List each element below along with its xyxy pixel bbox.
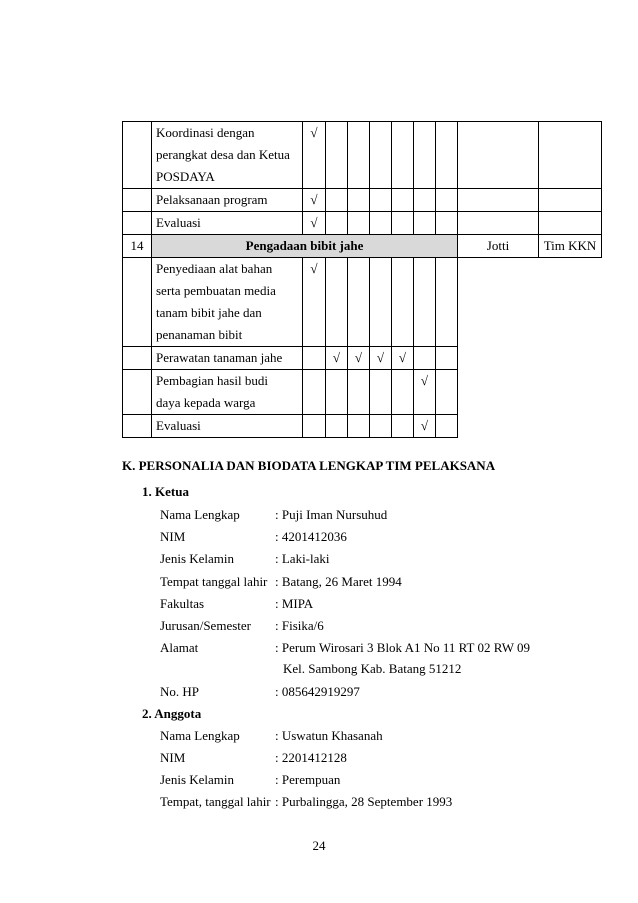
biodata-value: : Uswatun Khasanah [275, 728, 383, 743]
check-mark [303, 415, 326, 438]
biodata-label: Tempat tanggal lahir [160, 574, 268, 589]
activity-line: Evaluasi [156, 418, 201, 433]
biodata-row [160, 684, 360, 700]
anggota-heading: 2. Anggota [142, 706, 202, 721]
check-mark [348, 189, 370, 212]
check-mark [326, 370, 348, 415]
table-row [123, 258, 602, 347]
check-mark [370, 258, 392, 347]
activity-title: Pengadaan bibit jahe [152, 235, 458, 258]
biodata-value: : Purbalingga, 28 September 1993 [275, 794, 453, 809]
table-row [123, 370, 602, 415]
check-mark [436, 122, 458, 189]
check-mark [348, 212, 370, 235]
biodata-label: No. HP [160, 684, 200, 699]
check-mark: √ [303, 258, 326, 347]
activity-number: 14 [123, 235, 152, 258]
check-mark [326, 189, 348, 212]
biodata-row [160, 750, 347, 766]
check-mark [370, 415, 392, 438]
check-mark [392, 415, 414, 438]
biodata-label: Tempat, tanggal lahir [160, 794, 271, 809]
check-mark [303, 347, 326, 370]
check-mark: √ [348, 347, 370, 370]
biodata-row [160, 529, 347, 545]
check-mark [414, 258, 436, 347]
activity-cell [152, 415, 303, 438]
check-mark [326, 415, 348, 438]
check-mark [348, 122, 370, 189]
activity-cell [152, 370, 303, 415]
activity-cell [152, 189, 303, 212]
biodata-label: Jurusan/Semester [160, 618, 251, 633]
activity-cell [152, 258, 303, 347]
check-mark: √ [370, 347, 392, 370]
biodata-value: : Laki-laki [275, 551, 330, 566]
pic-cell [458, 189, 539, 212]
biodata-value: : Perempuan [275, 772, 341, 787]
table-row [123, 212, 602, 235]
biodata-label: Jenis Kelamin [160, 772, 235, 787]
table-row [123, 122, 602, 189]
check-mark [436, 258, 458, 347]
check-mark [414, 212, 436, 235]
table-row [123, 189, 602, 212]
check-mark [326, 122, 348, 189]
check-mark [392, 189, 414, 212]
ketua-heading: 1. Ketua [142, 484, 189, 499]
activity-line: penanaman bibit [156, 327, 243, 342]
activity-line: Pembagian hasil budi [156, 373, 268, 388]
check-mark [348, 415, 370, 438]
activity-line: serta pembuatan media [156, 283, 276, 298]
activity-cell [152, 347, 303, 370]
check-mark: √ [414, 370, 436, 415]
check-mark [392, 122, 414, 189]
alamat-continuation: Kel. Sambong Kab. Batang 51212 [283, 661, 462, 676]
section-title: K. PERSONALIA DAN BIODATA LENGKAP TIM PELAKSANA [122, 458, 496, 473]
check-mark: √ [303, 212, 326, 235]
check-mark [414, 189, 436, 212]
activity-line: perangkat desa dan Ketua [156, 147, 290, 162]
check-mark: √ [392, 347, 414, 370]
biodata-value: : 4201412036 [275, 529, 347, 544]
biodata-label: Nama Lengkap [160, 507, 240, 522]
biodata-value: : 085642919297 [275, 684, 360, 699]
check-mark [436, 347, 458, 370]
check-mark [370, 122, 392, 189]
biodata-row [160, 640, 530, 656]
biodata-value: : Puji Iman Nursuhud [275, 507, 388, 522]
schedule-table [122, 121, 602, 438]
biodata-row [160, 574, 402, 590]
check-mark [370, 212, 392, 235]
biodata-label: NIM [160, 529, 186, 544]
check-mark [348, 258, 370, 347]
check-mark [303, 370, 326, 415]
biodata-row [160, 551, 330, 567]
activity-pic: Jotti [458, 235, 539, 258]
row-number-cell [123, 258, 152, 347]
check-mark: √ [326, 347, 348, 370]
row-number-cell [123, 212, 152, 235]
check-mark [370, 370, 392, 415]
activity-line: Koordinasi dengan [156, 125, 255, 140]
biodata-value: : Fisika/6 [275, 618, 324, 633]
biodata-row [160, 507, 387, 523]
check-mark [436, 212, 458, 235]
biodata-label: Fakultas [160, 596, 205, 611]
pic-cell [458, 212, 539, 235]
activity-cell [152, 122, 303, 189]
check-mark [392, 212, 414, 235]
check-mark [436, 189, 458, 212]
biodata-label: Nama Lengkap [160, 728, 240, 743]
check-mark [436, 370, 458, 415]
team-cell [539, 122, 602, 189]
row-number-cell [123, 415, 152, 438]
activity-line: Perawatan tanaman jahe [156, 350, 283, 365]
row-number-cell [123, 347, 152, 370]
biodata-row [160, 596, 313, 612]
check-mark [392, 370, 414, 415]
biodata-label: Jenis Kelamin [160, 551, 235, 566]
row-number-cell [123, 122, 152, 189]
team-cell [539, 189, 602, 212]
biodata-row [160, 728, 383, 744]
check-mark [414, 122, 436, 189]
biodata-value: : 2201412128 [275, 750, 347, 765]
activity-line: Pelaksanaan program [156, 192, 268, 207]
biodata-label: NIM [160, 750, 186, 765]
activity-line: Penyediaan alat bahan [156, 261, 273, 276]
check-mark [414, 347, 436, 370]
biodata-value: : MIPA [275, 596, 314, 611]
activity-line: Evaluasi [156, 215, 201, 230]
activity-cell [152, 212, 303, 235]
check-mark: √ [303, 122, 326, 189]
check-mark [436, 415, 458, 438]
biodata-value: : Batang, 26 Maret 1994 [275, 574, 402, 589]
table-row [123, 415, 602, 438]
check-mark [326, 258, 348, 347]
check-mark: √ [303, 189, 326, 212]
activity-line: POSDAYA [156, 169, 215, 184]
team-cell [539, 212, 602, 235]
pic-cell [458, 122, 539, 189]
check-mark [392, 258, 414, 347]
check-mark [370, 189, 392, 212]
check-mark [326, 212, 348, 235]
biodata-row [160, 772, 340, 788]
activity-header-row [123, 235, 602, 258]
check-mark: √ [414, 415, 436, 438]
activity-line: tanam bibit jahe dan [156, 305, 262, 320]
row-number-cell [123, 189, 152, 212]
biodata-value: : Perum Wirosari 3 Blok A1 No 11 RT 02 RW 09 [275, 640, 530, 655]
check-mark [348, 370, 370, 415]
row-number-cell [123, 370, 152, 415]
biodata-row [160, 794, 452, 810]
page-number: 24 [312, 838, 326, 853]
table-row [123, 347, 602, 370]
biodata-row [160, 618, 324, 634]
activity-line: daya kepada warga [156, 395, 256, 410]
activity-team: Tim KKN [539, 235, 602, 258]
biodata-label: Alamat [160, 640, 199, 655]
